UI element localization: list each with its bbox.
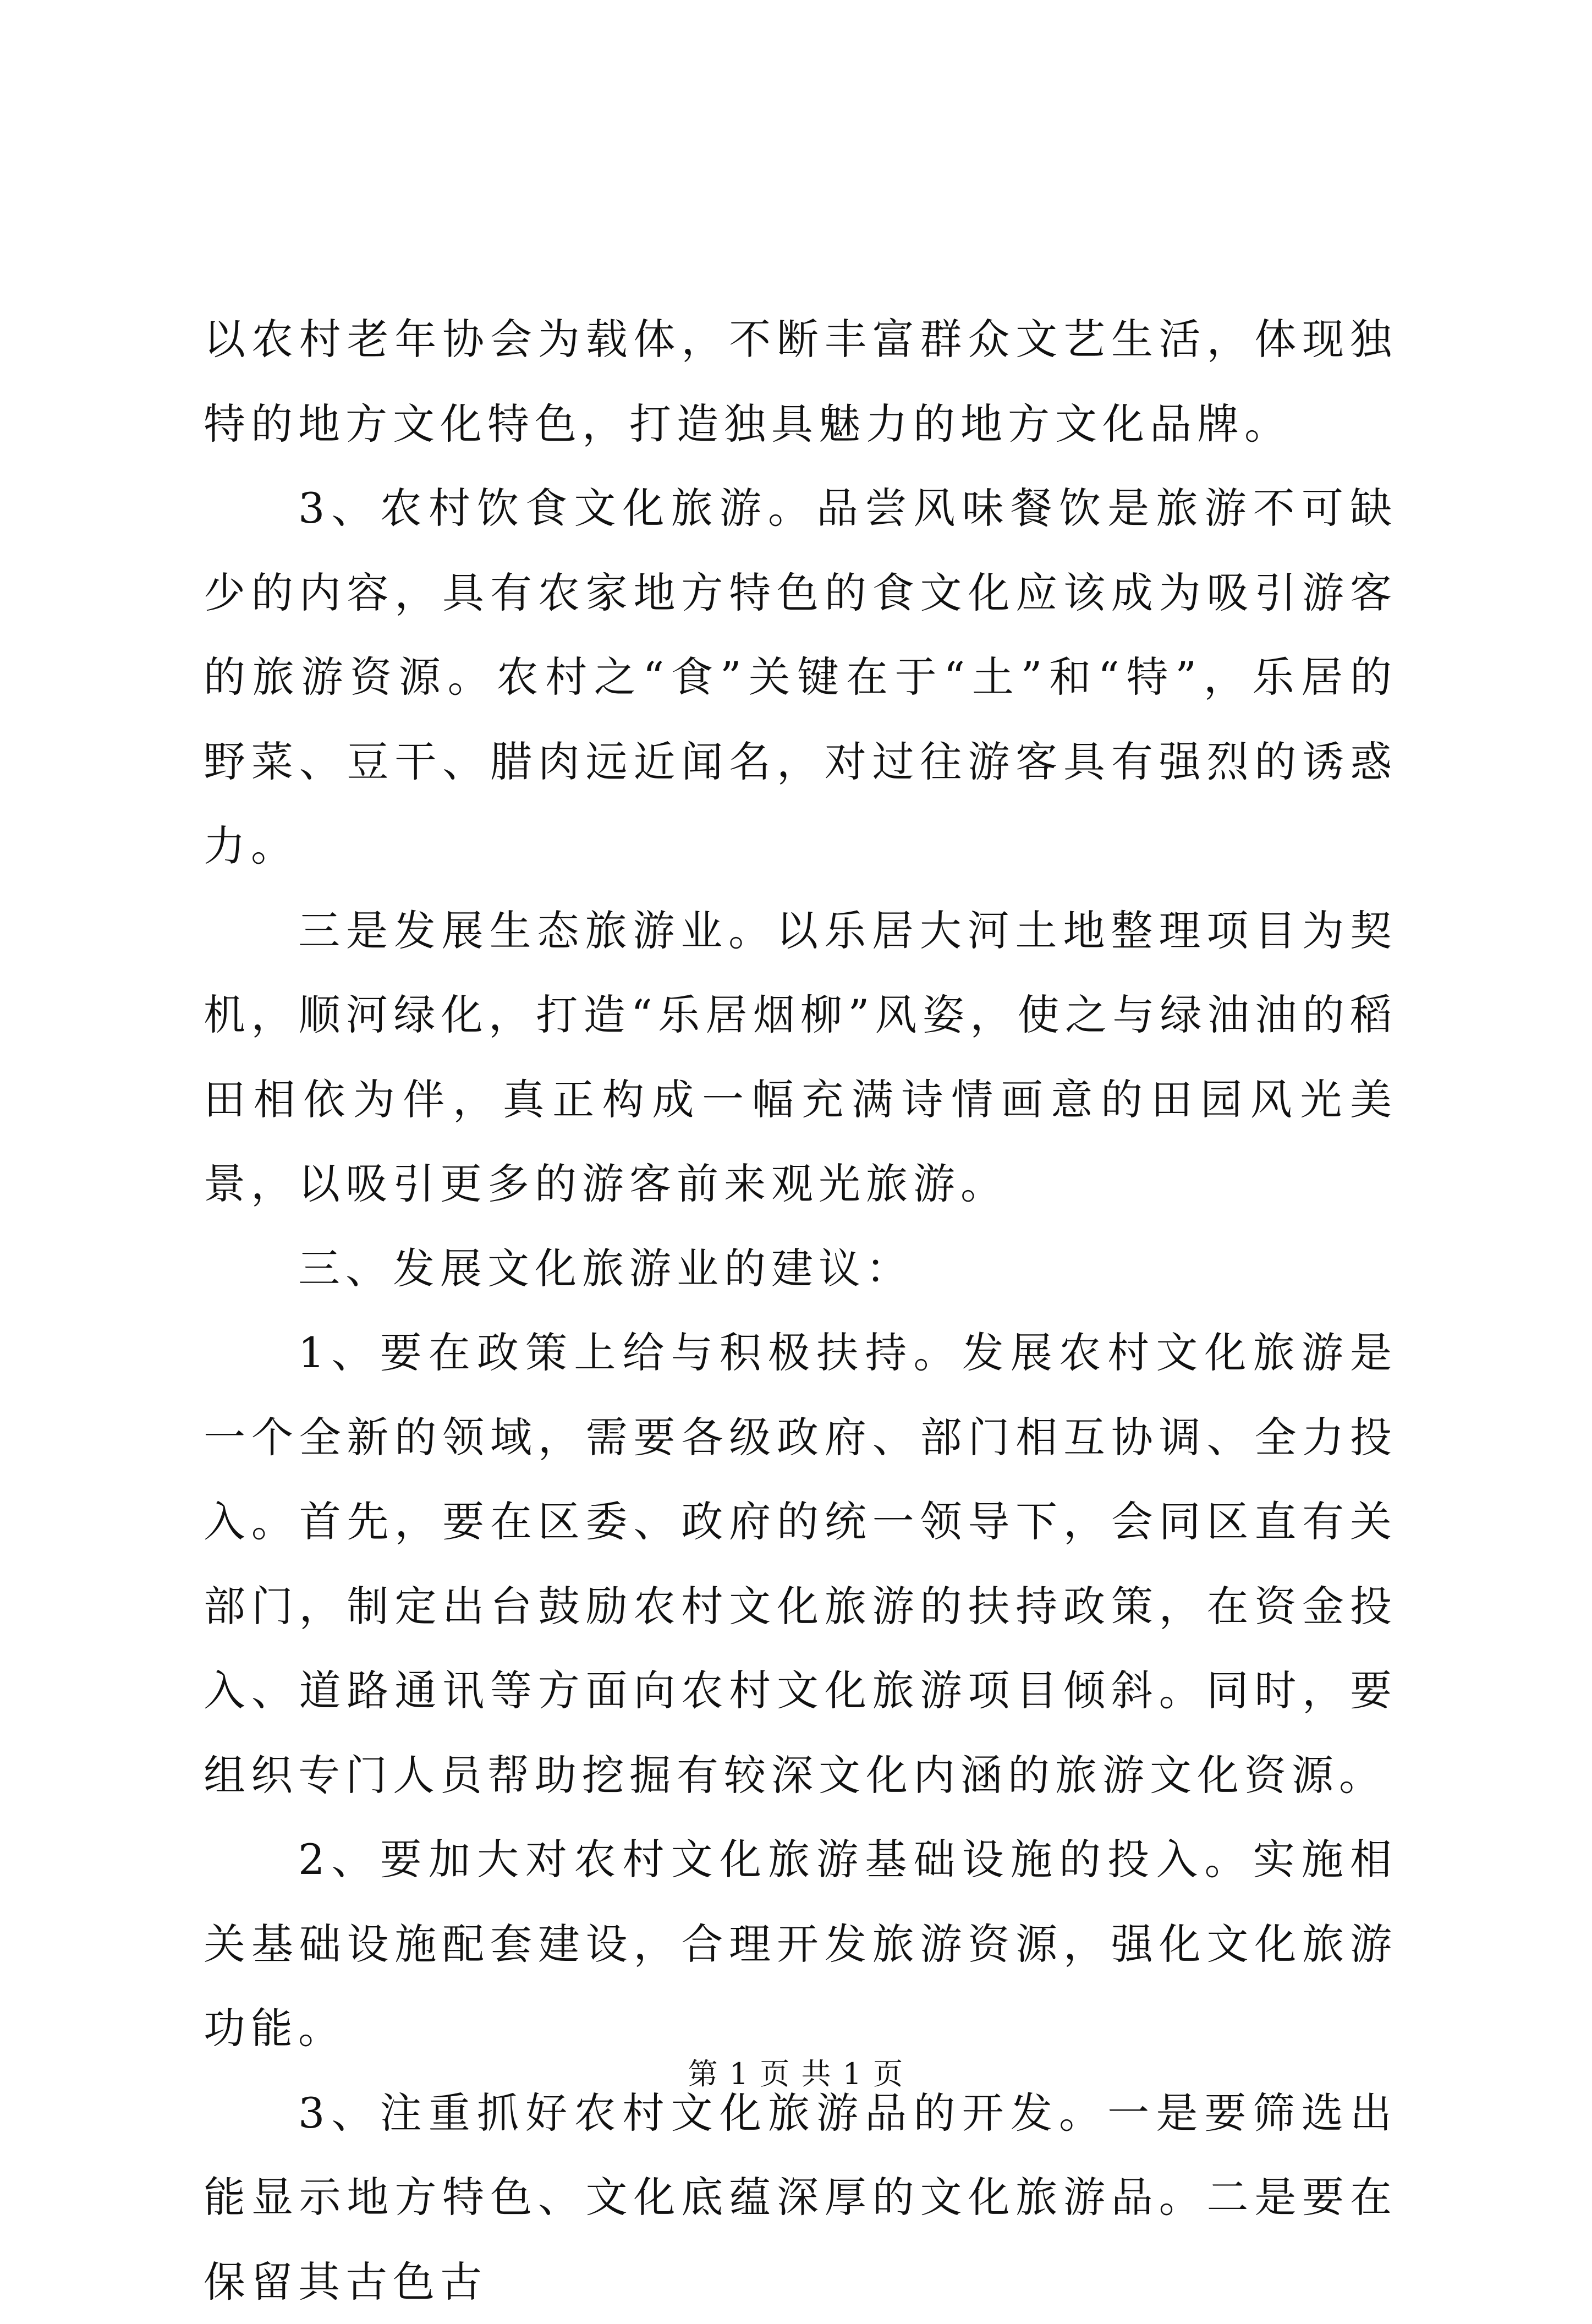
paragraph-2: 3、农村饮食文化旅游。品尝风味餐饮是旅游不可缺少的内容，具有农家地方特色的食文化应该成为吸引游客的旅游资源。农村之“食”关键在于“土”和“特”，乐居的野菜、豆干、腊肉远近闻名，对过往游客具有强烈的诱惑力。 [204, 466, 1397, 889]
paragraph-1: 以农村老年协会为载体，不断丰富群众文艺生活，体现独特的地方文化特色，打造独具魅力的地方文化品牌。 [204, 297, 1397, 466]
paragraph-7: 3、注重抓好农村文化旅游品的开发。一是要筛选出能显示地方特色、文化底蕴深厚的文化旅游品。二是要在保留其古色古 [204, 2071, 1397, 2324]
paragraph-4: 三、发展文化旅游业的建议： [204, 1226, 1397, 1311]
document-body [204, 297, 1397, 2324]
paragraph-3: 三是发展生态旅游业。以乐居大河土地整理项目为契机，顺河绿化，打造“乐居烟柳”风姿，使之与绿油油的稻田相依为伴，真正构成一幅充满诗情画意的田园风光美景，以吸引更多的游客前来观光旅游。 [204, 889, 1397, 1226]
page-footer: 第 1 页 共 1 页 [0, 2055, 1592, 2093]
paragraph-5: 1、要在政策上给与积极扶持。发展农村文化旅游是一个全新的领域，需要各级政府、部门相互协调、全力投入。首先，要在区委、政府的统一领导下，会同区直有关部门，制定出台鼓励农村文化旅游的扶持政策，在资金投入、道路通讯等方面向农村文化旅游项目倾斜。同时，要组织专门人员帮助挖掘有较深文化内涵的旅游文化资源。 [204, 1311, 1397, 1817]
paragraph-6: 2、要加大对农村文化旅游基础设施的投入。实施相关基础设施配套建设，合理开发旅游资源，强化文化旅游功能。 [204, 1817, 1397, 2071]
